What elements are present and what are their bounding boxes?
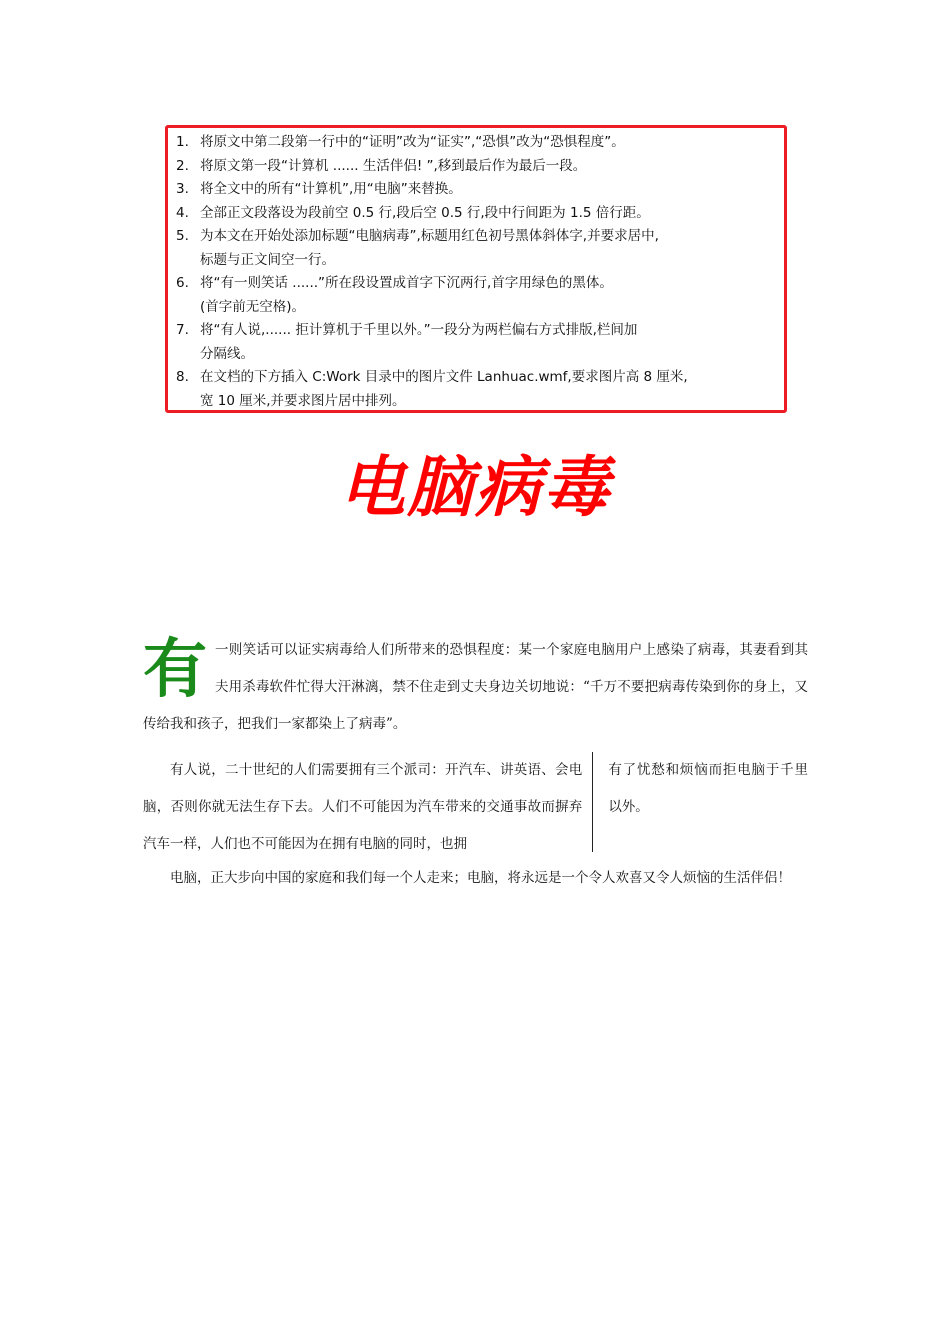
instruction-number: 7. [176,322,189,338]
instruction-text: 将全文中的所有“计算机”,用“电脑”来替换。 [200,181,462,197]
paragraph-joke [143,632,808,743]
instruction-text: 为本文在开始处添加标题“电脑病毒”,标题用红色初号黑体斜体字,并要求居中, 标题与正文间空一行。 [200,228,659,268]
instruction-text: 将原文第一段“计算机 ...... 生活伴侣! ”,移到最后作为最后一段。 [200,157,587,174]
column-divider [592,752,593,852]
document-title: 电脑病毒 [339,449,611,526]
instruction-item [176,155,776,179]
instruction-text: 将原文中第二段第一行中的“证明”改为“证实”,“恐惧”改为“恐惧程度”。 [200,134,625,150]
instruction-text: 全部正文段落设为段前空 0.5 行,段后空 0.5 行,段中行间距为 1.5 倍行距。 [200,204,650,221]
drop-cap: 有 [143,633,207,707]
instruction-item [176,272,776,319]
two-column-section [143,752,808,852]
instruction-item [176,178,776,202]
paragraph-text: 一则笑话可以证实病毒给人们所带来的恐惧程度：某一个家庭电脑用户上感染了病毒，其妻看到其夫用杀毒软件忙得大汗淋漓，禁不住走到丈夫身边关切地说：“千万不要把病毒传染到你的身上，又传给我和孩子，把我们一家都染上了病毒”。 [143,642,808,732]
column-right: 有了忧愁和烦恼而拒电脑于千里以外。 [608,762,808,815]
instruction-item [176,202,776,226]
instruction-number: 6. [176,275,189,291]
instruction-number: 5. [176,228,189,244]
instruction-text: 在文档的下方插入 C:Work 目录中的图片文件 Lanhuac.wmf,要求图片高 8 厘米, 宽 10 厘米,并要求图片居中排列。 [200,369,688,409]
instruction-item [176,366,776,413]
instruction-number: 8. [176,369,189,385]
instruction-item [176,131,776,155]
instruction-number: 3. [176,181,189,197]
instruction-number: 2. [176,157,189,174]
paragraph-closing: 电脑，正大步向中国的家庭和我们每一个人走来；电脑，将永远是一个令人欢喜又令人烦恼的生活伴侣！ [170,870,791,886]
instruction-text: 将“有一则笑话 ......”所在段设置成首字下沉两行,首字用绿色的黑体。 (首字前无空格)。 [200,275,613,315]
instruction-item [176,225,776,272]
instruction-text: 将“有人说,...... 拒计算机于千里以外。”一段分为两栏偏右方式排版,栏间加 分隔线。 [200,322,638,362]
instruction-number: 1. [176,134,189,150]
column-left: 有人说，二十世纪的人们需要拥有三个派司：开汽车、讲英语、会电脑，否则你就无法生存下去。人们不可能因为汽车带来的交通事故而摒弃汽车一样，人们也不可能因为在拥有电脑的同时，也拥 [143,762,583,852]
instruction-item [176,319,776,366]
instructions-box [165,125,787,413]
instruction-number: 4. [176,204,189,221]
